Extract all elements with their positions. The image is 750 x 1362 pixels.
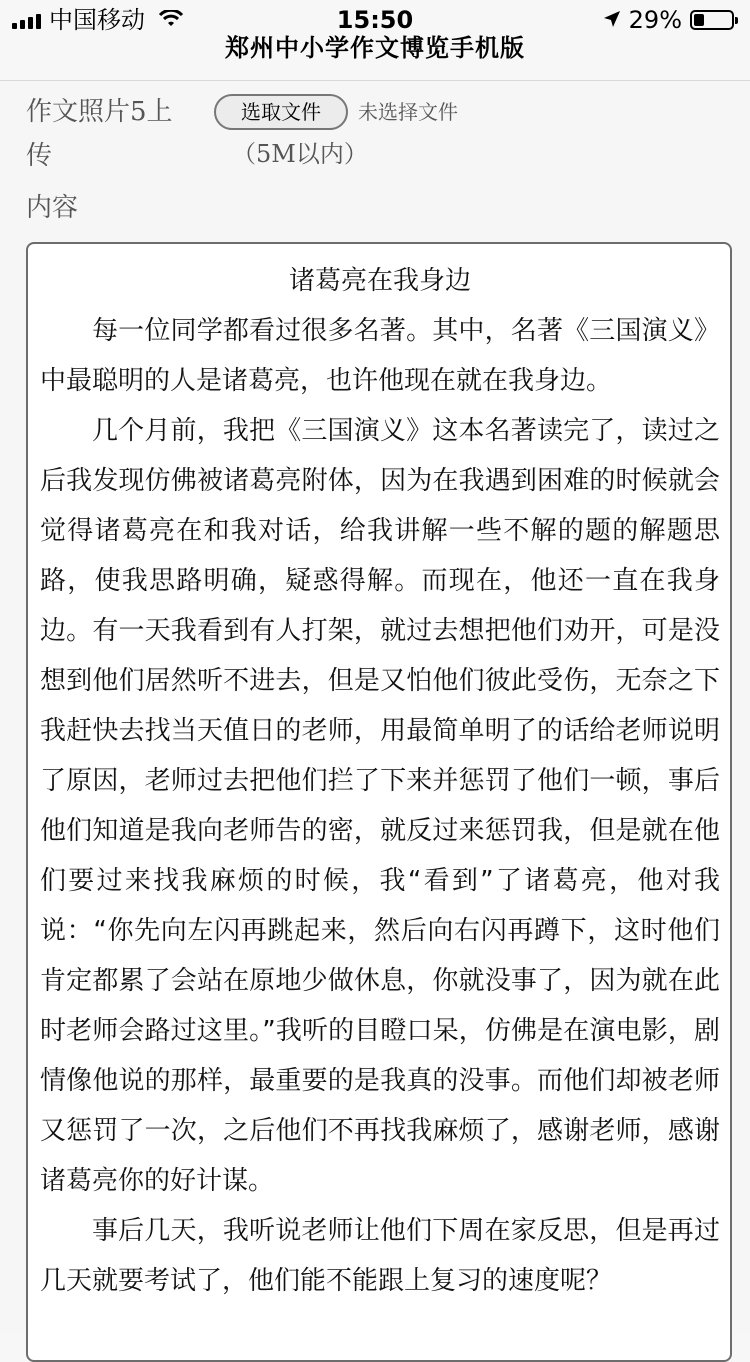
content-textarea[interactable]	[26, 242, 732, 1362]
essay-paragraph: 几个月前，我把《三国演义》这本名著读完了，读过之后我发现仿佛被诸葛亮附体，因为在我遇到困难的时候就会觉得诸葛亮在和我对话，给我讲解一些不解的题的解题思路，使我思路明确，疑惑得解。而现在，他还一直在我身边。有一天我看到有人打架，就过去想把他们劝开，可是没想到他们居然听不进去，但是又怕他们彼此受伤，无奈之下我赶快去找当天值日的老师，用最简单明了的话给老师说明了原因，老师过去把他们拦了下来并惩罚了他们一顿，事后他们知道是我向老师告的密，就反过来惩罚我，但是就在他们要过来找我麻烦的时候，我“看到”了诸葛亮，他对我说：“你先向左闪再跳起来，然后向右闪再蹲下，这时他们肯定都累了会站在原地少做休息，你就没事了，因为就在此时老师会路过这里。”我听的目瞪口呆，仿佛是在演电影，剧情像他说的那样，最重要的是我真的没事。而他们却被老师又惩罚了一次，之后他们不再找我麻烦了，感谢老师，感谢诸葛亮你的好计谋。	[40, 416, 720, 1196]
battery-icon	[690, 10, 734, 30]
clock: 15:50	[336, 6, 414, 34]
essay-paragraph: 事后几天，我听说老师让他们下周在家反思，但是再过几天就要考试了，他们能不能跟上复习的速度呢？	[40, 1216, 720, 1296]
size-limit-text: （5M以内）	[232, 140, 368, 168]
nav-bar	[0, 30, 750, 81]
essay-text	[40, 256, 720, 1306]
battery-percent: 29%	[628, 6, 682, 34]
essay-paragraph: 每一位同学都看过很多名著。其中，名著《三国演义》中最聪明的人是诸葛亮，也许他现在就在我身边。	[40, 316, 720, 396]
choose-file-button[interactable]: 选取文件	[214, 94, 348, 130]
essay-title: 诸葛亮在我身边	[288, 266, 471, 296]
no-file-text: 未选择文件	[358, 100, 458, 124]
photo-upload-label: 作文照片5上传	[26, 97, 173, 171]
carrier-name: 中国移动	[49, 6, 145, 34]
content-label: 内容	[26, 193, 79, 223]
page-title: 郑州中小学作文博览手机版	[225, 34, 525, 62]
